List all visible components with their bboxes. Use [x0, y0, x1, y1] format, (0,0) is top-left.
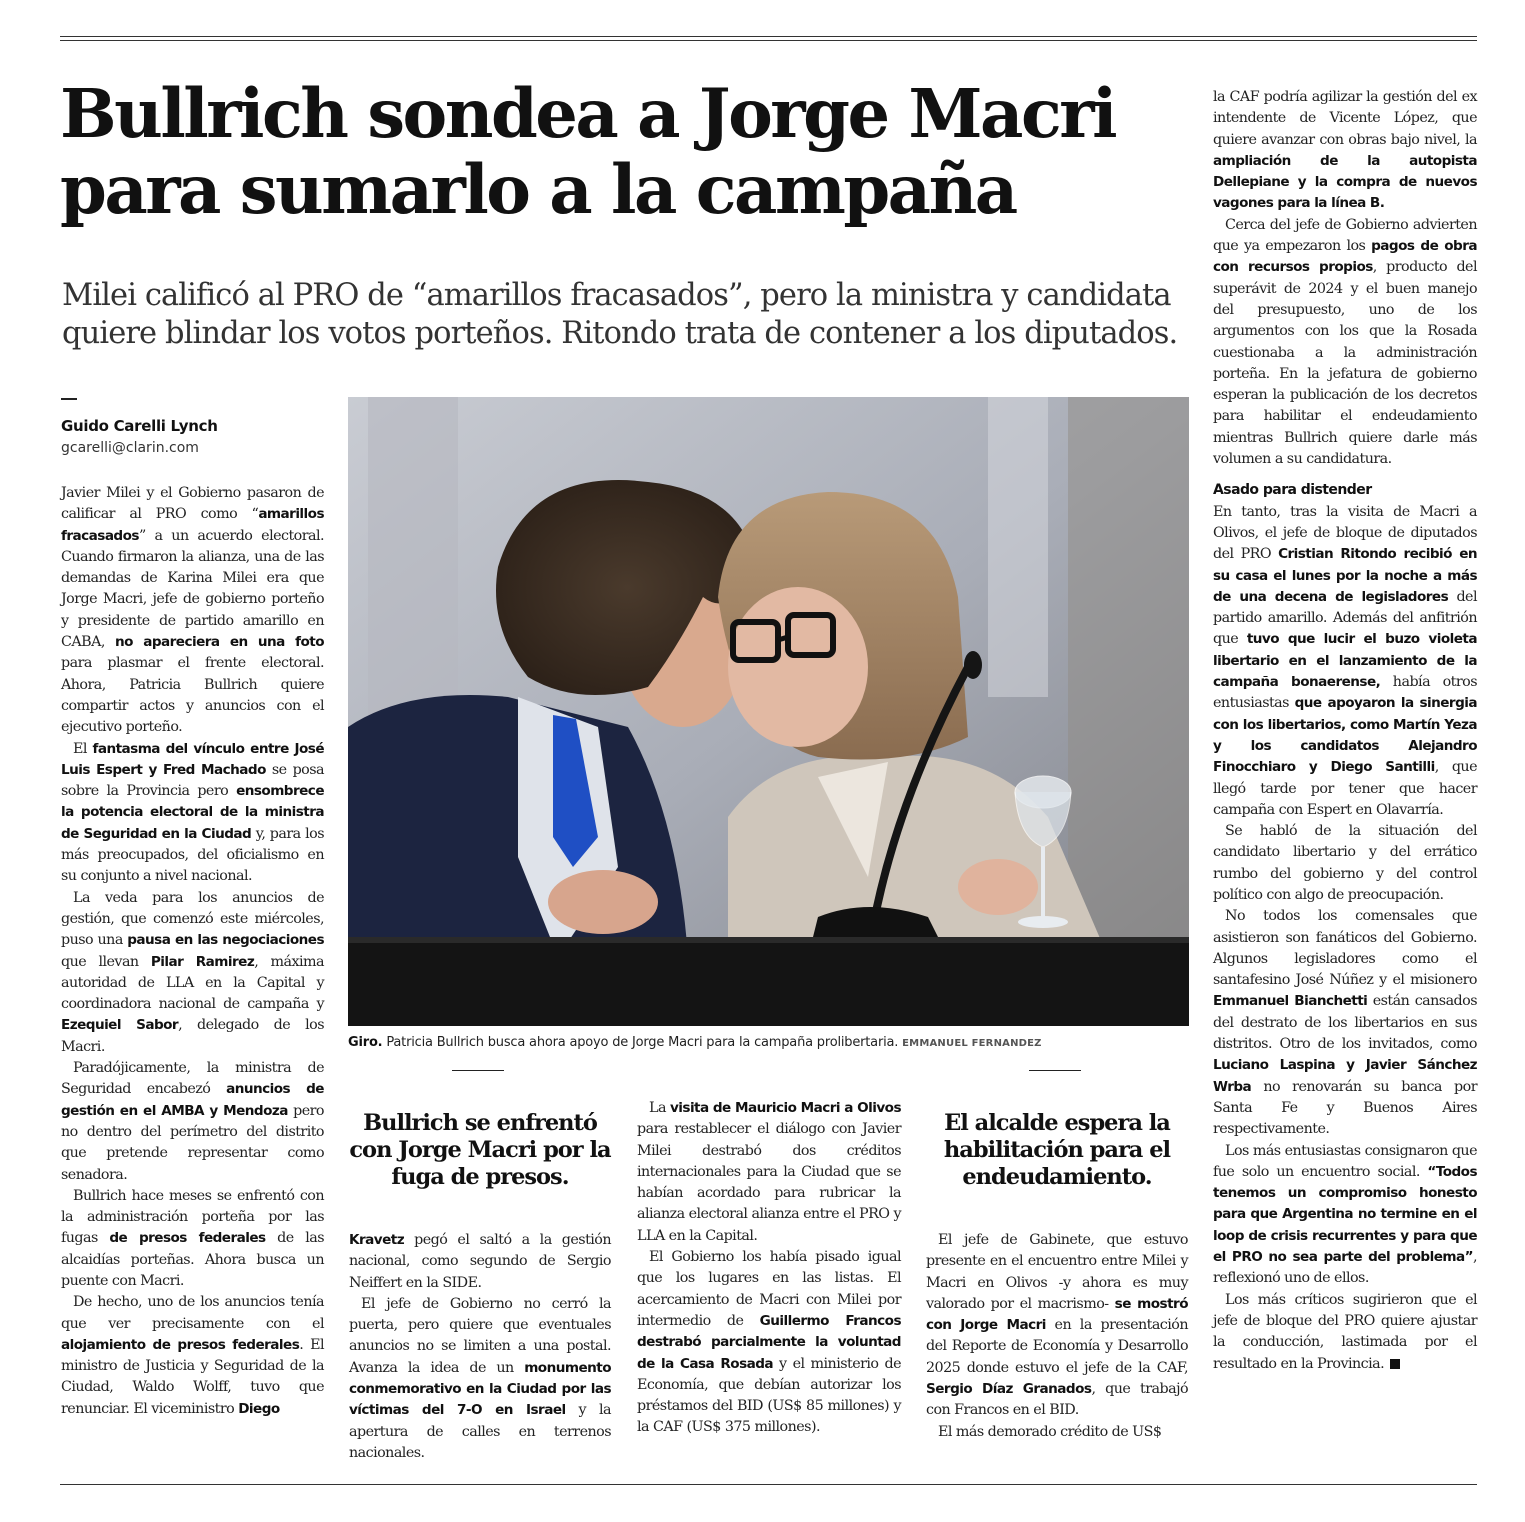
- box1-heading: Bullrich se enfrentó con Jorge Macri por la fuga de presos.: [349, 1110, 611, 1190]
- article-photo: [348, 397, 1189, 1026]
- author-email[interactable]: gcarelli@clarin.com: [61, 440, 199, 456]
- byline: [61, 415, 218, 459]
- end-of-article-mark: [1390, 1359, 1400, 1369]
- paragraph: El jefe de Gobierno no cerró la puerta, pero quiere que eventuales anuncios no se limiten a una postal. Avanza la idea de un monumento conmemorativo en la Ciudad por las víctimas del 7-O en Israel y la apertura de calles en terrenos nacionales.: [349, 1295, 611, 1461]
- bottom-rule: [60, 1484, 1477, 1485]
- section-subhead: Asado para distender: [1213, 482, 1372, 499]
- paragraph: Los más entusiastas consignaron que fue solo un encuentro social. “Todos tenemos un compromiso honesto para que Argentina no termine en el loop de crisis recurrentes y para que el PRO no sea parte del problema”, reflexionó uno de ellos.: [1213, 1142, 1477, 1287]
- author-name: Guido Carelli Lynch: [61, 417, 218, 435]
- paragraph: la CAF podría agilizar la gestión del ex intendente de Vicente López, que quiere avanzar con obras bajo nivel, la ampliación de la autopista Dellepiane y la compra de nuevos vagones para la línea B.: [1213, 89, 1477, 212]
- paragraph: El jefe de Gabinete, que estuvo presente en el encuentro entre Milei y Macri en Olivos -y ahora es muy valorado por el macrismo- se mostró con Jorge Macri en la presentación del Reporte de Economía y Desarrollo 2025 donde estuvo el jefe de la CAF, Sergio Díaz Granados, que trabajó con Francos en el BID.: [926, 1232, 1189, 1419]
- caption-lead: Giro.: [348, 1035, 383, 1050]
- box1-text: [349, 1230, 611, 1464]
- paragraph: Paradójicamente, la ministra de Seguridad encabezó anuncios de gestión en el AMBA y Mendoza pero no dentro del perímetro del distrito que pretende representar como senadora.: [61, 1060, 324, 1183]
- paragraph: La veda para los anuncios de gestión, que comenzó este miércoles, puso una pausa en las negociaciones que llevan Pilar Ramirez, máxima autoridad de LLA en la Capital y coordinadora nacional de campaña y Ezequiel Sabor, delegado de los Macri.: [61, 889, 325, 1055]
- headline: [60, 76, 1180, 228]
- paragraph: Kravetz pegó el saltó a la gestión nacional, como segundo de Sergio Neiffert en la SIDE.: [349, 1232, 611, 1291]
- headline-line-1: Bullrich sondea a Jorge Macri: [60, 74, 1116, 153]
- headline-line-2: para sumarlo a la campaña: [60, 150, 1016, 229]
- column-5: [1213, 87, 1477, 1375]
- paragraph: Los más críticos sugirieron que el jefe de bloque del PRO quiere ajustar la conducción, lastimada por el resultado en la Provincia.: [1213, 1291, 1477, 1372]
- column-3: [637, 1098, 901, 1439]
- photo-illustration: [348, 397, 1189, 1026]
- photo-caption: [348, 1033, 1208, 1054]
- byline-rule: [61, 398, 77, 400]
- dek-line-2: quiere blindar los votos porteños. Ritondo trata de contener a los diputados.: [62, 316, 1178, 351]
- box2-heading: El alcalde espera la habilitación para el endeudamiento.: [943, 1110, 1171, 1190]
- dek: [62, 277, 1187, 353]
- paragraph: Bullrich hace meses se enfrentó con la administración porteña por las fugas de presos federales de las alcaidías porteñas. Ahora busca un puente con Macri.: [61, 1187, 324, 1289]
- paragraph: Se habló de la situación del candidato libertario y del errático rumbo del gobierno y del control político con algo de preocupación.: [1213, 823, 1477, 903]
- photo-credit: EMMANUEL FERNANDEZ: [902, 1038, 1042, 1049]
- paragraph: El Gobierno los había pisado igual que los lugares en las listas. El acercamiento de Macri con Milei por intermedio de Guillermo Francos destrabó parcialmente la voluntad de la Casa Rosada y el ministerio de Economía, que debían autorizar los préstamos del BID (US$ 85 millones) y la CAF (US$ 375 millones).: [637, 1249, 901, 1436]
- box2-rule: [1029, 1070, 1081, 1071]
- paragraph: Cerca del jefe de Gobierno advierten que ya empezaron los pagos de obra con recursos propios, producto del superávit de 2024 y el buen manejo del presupuesto, uno de los argumentos con los que la Rosada cuestionaba a la administración porteña. En la jefatura de gobierno esperan la publicación de los decretos para habilitar el endeudamiento mientras Bullrich quiere darle más volumen a su candidatura.: [1213, 216, 1478, 468]
- top-rule-2: [60, 40, 1477, 41]
- caption-text: Patricia Bullrich busca ahora apoyo de Jorge Macri para la campaña prolibertaria.: [382, 1035, 899, 1050]
- paragraph: Javier Milei y el Gobierno pasaron de calificar al PRO como “amarillos fracasados” a un acuerdo electoral. Cuando firmaron la alianza, una de las demandas de Karina Milei era que Jorge Macri, jefe de gobierno porteño y presidente de partido amarillo en CABA, no apareciera en una foto para plasmar el frente electoral. Ahora, Patricia Bullrich quiere compartir actos y anuncios con el ejecutivo porteño.: [61, 485, 324, 736]
- box2-text: [926, 1230, 1188, 1443]
- paragraph: La visita de Mauricio Macri a Olivos para restablecer el diálogo con Javier Milei destrabó dos créditos internacionales para la Ciudad que se habían acordado para rubricar la alianza electoral alianza entre el PRO y LLA en la Capital.: [637, 1100, 901, 1244]
- paragraph: El fantasma del vínculo entre José Luis Espert y Fred Machado se posa sobre la Provincia pero ensombrece la potencia electoral de la ministra de Seguridad en la Ciudad y, para los más preocupados, del oficialismo en su conjunto a nivel nacional.: [61, 740, 324, 885]
- top-rule: [60, 36, 1477, 37]
- column-1: [61, 483, 324, 1420]
- paragraph: De hecho, uno de los anuncios tenía que ver precisamente con el alojamiento de presos federales. El ministro de Justicia y Seguridad de la Ciudad, Waldo Wolff, tuvo que renunciar. El viceministro Diego: [61, 1294, 324, 1417]
- paragraph: En tanto, tras la visita de Macri a Olivos, el jefe de bloque de diputados del PRO Cristian Ritondo recibió en su casa el lunes por la noche a más de una decena de legisladores del partido amarillo. Además del anfitrión que tuvo que lucir el buzo violeta libertario en el lanzamiento de la campaña bonaerense, había otros entusiastas que apoyaron la sinergia con los libertarios, como Martín Yeza y los candidatos Alejandro Finocchiaro y Diego Santilli, que llegó tarde por tener que hacer campaña con Espert en Olavarría.: [1213, 503, 1478, 818]
- dek-line-1: Milei calificó al PRO de “amarillos fracasados”, pero la ministra y candidata: [62, 278, 1171, 313]
- paragraph: No todos los comensales que asistieron son fanáticos del Gobierno. Algunos legisladores como el santafesino José Núñez y el misionero Emmanuel Bianchetti están cansados del destrato de los libertarios en sus distritos. Otro de los invitados, como Luciano Laspina y Javier Sánchez Wrba no renovarán su banca por Santa Fe y Buenos Aires respectivamente.: [1213, 908, 1478, 1138]
- paragraph: El más demorado crédito de US$: [938, 1423, 1162, 1440]
- box1-rule: [452, 1070, 504, 1071]
